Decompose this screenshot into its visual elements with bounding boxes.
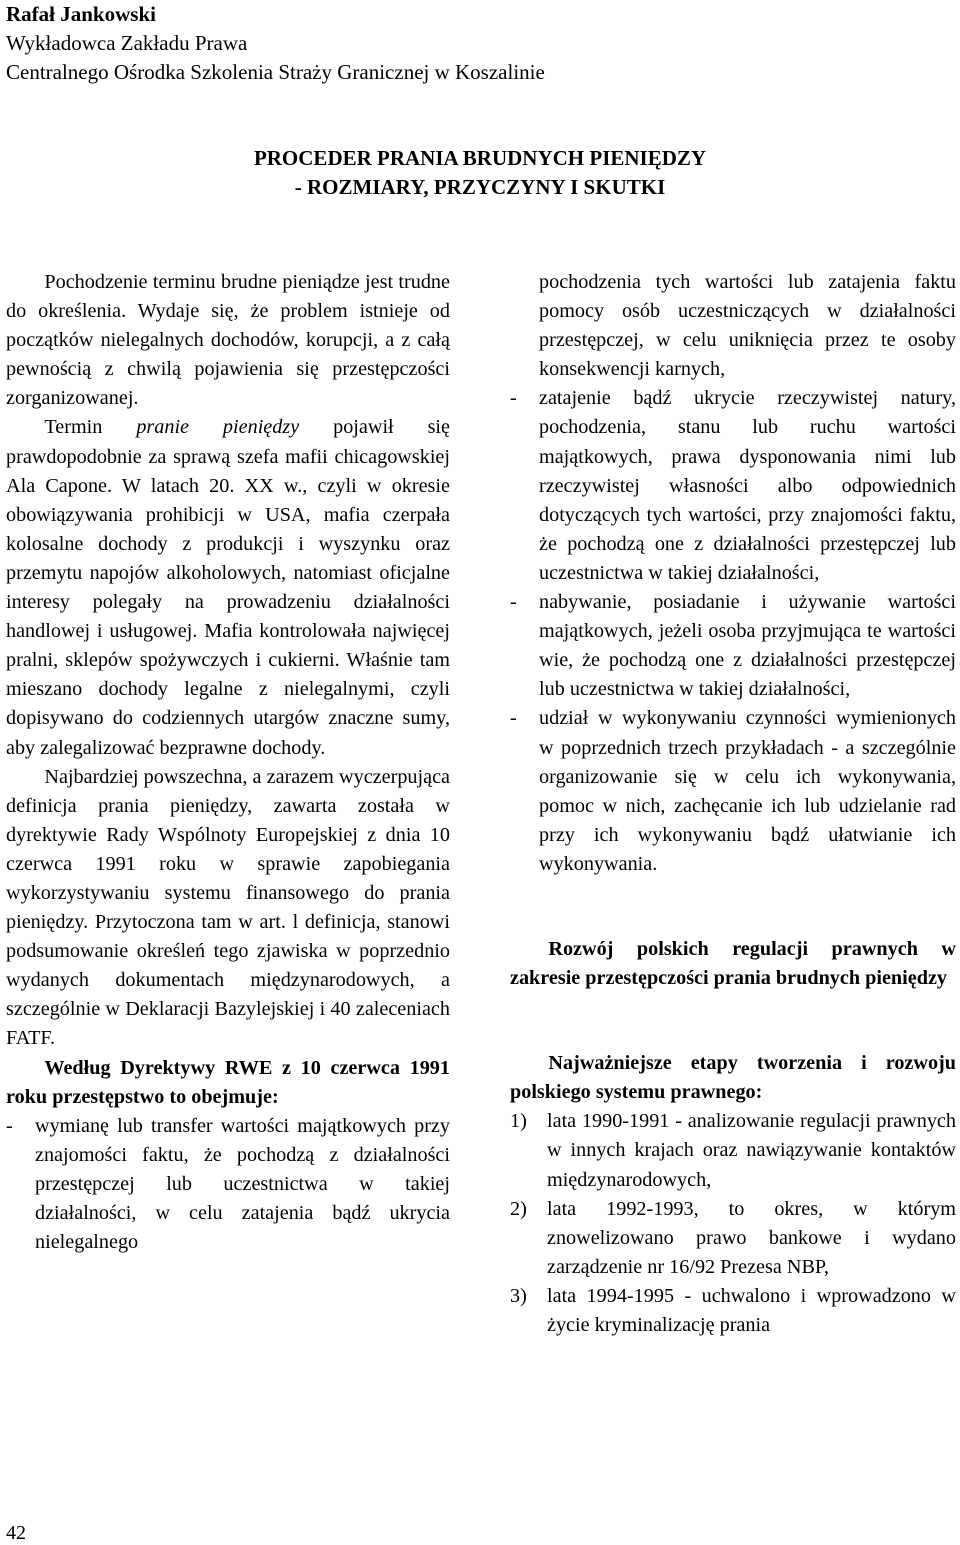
paragraph-definition: Najbardziej powszechna, a zarazem wyczerpująca definicja prania pieniędzy, zawarta została w dyrektywie Rady Wspólnoty Europejskiej z dnia 10 czerwca 1991 roku w sprawie zapobiegania wykorzystywaniu systemu finansowego do prania pieniędzy. Przytoczona tam w art. l definicja, stanowi podsumowanie określeń tego zjawiska w poprzednio wydanych dokumentach międzynarodowych, a szczególnie w Deklaracji Bazylejskiej i 40 zaleceniach FATF. [6,765,450,1050]
list-item [510,704,956,879]
list-item-text: udział w wykonywaniu czynności wymienionych w poprzednich trzech przykładach - a szczególnie organizowanie się w celu ich wykonywania, pomoc w nich, zachęcanie ich lub udzielanie rad przy ich wykonywaniu bądź ułatwianie ich wykonywania. [539,707,956,875]
dash-marker: - [510,591,517,614]
stage-text: lata 1990-1991 - analizowanie regulacji prawnych w innych krajach oraz nawiązywanie kontaktów międzynarodowych, [547,1110,956,1191]
directive-heading: Według Dyrektywy RWE z 10 czerwca 1991 roku przestępstwo to obejmuje: [6,1056,450,1108]
dash-marker: - [510,707,517,730]
dash-marker: - [510,387,517,410]
title-line-1: PROCEDER PRANIA BRUDNYCH PIENIĘDZY [253,146,707,170]
stages-list [510,1107,956,1340]
author-block [6,0,545,87]
paragraph-origin: Pochodzenie terminu brudne pieniądze jest trudne do określenia. Wydaje się, że problem istnieje od początków nielegalnych dochodów, korupcji, a z całą pewnością z chwilą pojawienia się przestępczości zorganizowanej. [6,271,450,410]
list-item-text: wymianę lub transfer wartości majątkowych przy znajomości faktu, że pochodzą z działalności przestępczej lub uczestnictwa w takiej działalności, w celu zatajenia bądź ukrycia nielegalnego [35,1114,450,1254]
stage-item [510,1195,956,1282]
list-item-text: pochodzenia tych wartości lub zatajenia faktu pomocy osób uczestniczących w działalności przestępczej, w celu uniknięcia przez te osoby konsekwencji karnych, [539,271,956,381]
section-heading: Rozwój polskich regulacji prawnych w zakresie przestępczości prania brudnych pieniędzy [510,937,956,990]
stage-text: lata 1994-1995 - uchwalono i wprowadzono w życie kryminalizację prania [547,1284,956,1336]
stage-number: 1) [510,1110,527,1133]
paragraph-term [6,413,450,762]
term-emphasis: pranie pieniędzy [136,416,300,439]
paragraph-term-start: Termin [44,416,137,439]
paragraph-term-rest: pojawił się prawdopodobnie za sprawą szefa mafii chicagowskiej Ala Capone. W latach 20. XX w., czyli w okresie obowiązywania prohibicji w USA, mafia czerpała kolosalne dochody z produkcji i wyszynku oraz przemytu napojów alkoholowych, natomiast oficjalne interesy polegały na prowadzeniu działalności handlowej i usługowej. Mafia kontrolowała najwięcej pralni, sklepów spożywczych i cukierni. Właśnie tam mieszano dochody legalne z nielegalnymi, czyli dopisywano do codziennych utargów znaczne sumy, aby zalegalizować bezprawne dochody. [6,416,451,759]
dash-marker: - [6,1114,13,1137]
stage-text: lata 1992-1993, to okres, w którym znowelizowano prawo bankowe i wydano zarządzenie nr 16/92 Prezesa NBP, [547,1197,956,1278]
article-title [0,144,960,202]
list-item [6,1112,450,1257]
left-column [6,268,450,1257]
list-item-text: zatajenie bądź ukrycie rzeczywistej natury, pochodzenia, stanu lub ruchu wartości majątkowych, prawa dysponowania nimi lub rzeczywistej własności albo odpowiednich dotyczących tych wartości, przy znajomości faktu, że pochodzą one z działalności przestępczej lub uczestnictwa w takiej działalności, [539,387,956,584]
stage-number: 3) [510,1284,527,1307]
stage-number: 2) [510,1197,527,1220]
stage-item [510,1107,956,1194]
author-name: Rafał Jankowski [6,2,156,26]
stage-item [510,1282,956,1340]
page-number: 42 [6,1522,26,1544]
author-institution: Centralnego Ośrodka Szkolenia Straży Granicznej w Koszalinie [6,60,545,84]
list-item [510,588,956,704]
list-item-text: nabywanie, posiadanie i używanie wartości majątkowych, jeżeli osoba przyjmująca te wartości wie, że pochodzą one z działalności przestępczej lub uczestnictwa w takiej działalności, [539,591,956,701]
list-item-continuation [510,268,956,384]
right-column [510,268,956,1340]
subsection-heading: Najważniejsze etapy tworzenia i rozwoju polskiego systemu prawnego: [510,1052,956,1104]
list-item [510,384,956,588]
title-line-2: - ROZMIARY, PRZYCZYNY I SKUTKI [294,175,666,199]
author-position: Wykładowca Zakładu Prawa [6,31,248,55]
